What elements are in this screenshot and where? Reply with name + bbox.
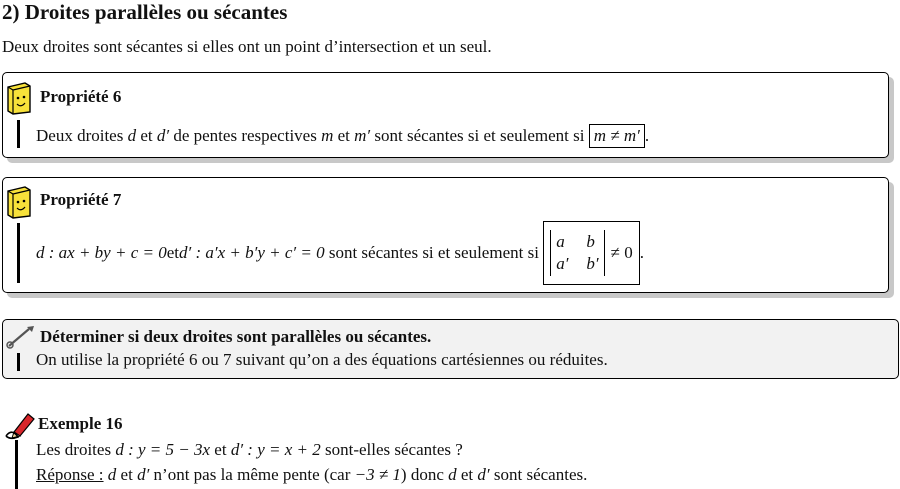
pencil-icon <box>4 410 36 440</box>
property-7-bar <box>17 223 20 283</box>
book-icon <box>5 185 33 219</box>
method-title: Déterminer si deux droites sont parallèles ou sécantes. <box>40 327 432 346</box>
method-bar <box>17 353 20 371</box>
book-icon <box>5 81 33 115</box>
property-7-title: Propriété 7 <box>40 190 122 209</box>
method-text: On utilise la propriété 6 ou 7 suivant qu’on a des équations cartésiennes ou réduites. <box>36 350 608 369</box>
example-title: Exemple 16 <box>38 414 123 433</box>
property-6-title: Propriété 6 <box>40 87 122 106</box>
intro-text: Deux droites sont sécantes si elles ont un point d’intersection et un seul. <box>2 37 492 56</box>
condition-box: m ≠ m′ <box>589 124 645 148</box>
property-7-text: d : ax + by + c = 0 et d′ : a′x + b′y + c′ = 0 sont sécantes si et seulement si a b a′ b′ ≠ 0 . <box>36 221 644 285</box>
example-bar <box>15 440 18 489</box>
determinant-box: a b a′ b′ ≠ 0 <box>543 221 640 285</box>
property-6-text: Deux droites d et d′ de pentes respectives m et m′ sont sécantes si et seulement si m ≠ m′ . <box>36 124 649 148</box>
wrench-icon <box>5 324 37 350</box>
example-answer: Réponse : d et d′ n’ont pas la même pente (car −3 ≠ 1) donc d et d′ sont sécantes. <box>36 465 588 484</box>
section-title: 2) Droites parallèles ou sécantes <box>2 0 288 24</box>
property-6-bar <box>17 120 20 148</box>
example-question: Les droites d : y = 5 − 3x et d′ : y = x + 2 sont-elles sécantes ? <box>36 440 463 459</box>
determinant: a b a′ b′ <box>550 230 604 276</box>
answer-label: Réponse : <box>36 465 104 484</box>
